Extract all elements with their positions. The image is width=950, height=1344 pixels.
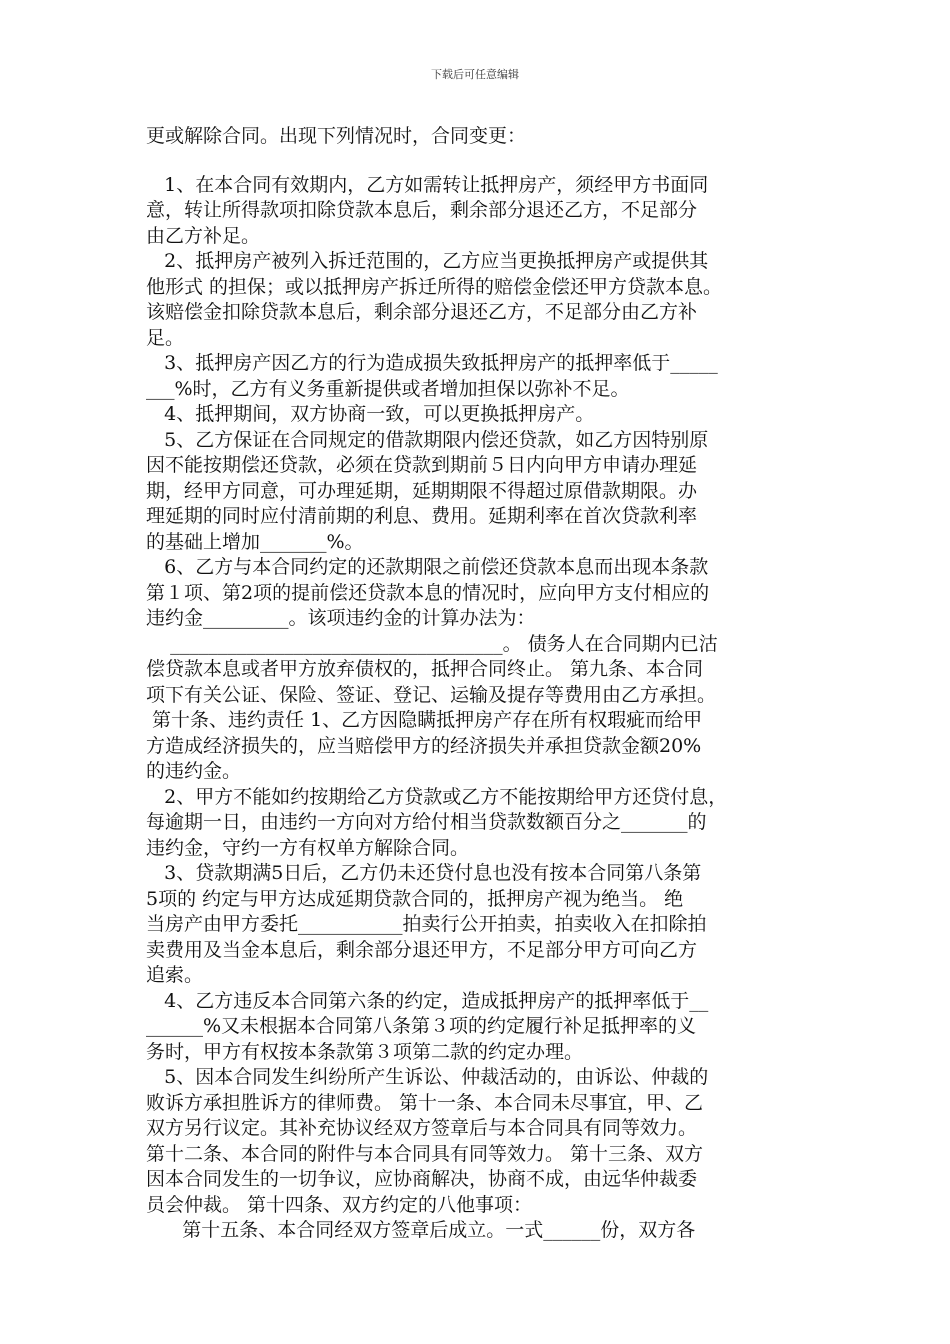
- text-line: 第十条、违约责任 1、乙方因隐瞒抵押房产存在所有权瑕疵而给甲: [146, 709, 703, 731]
- text-line: 2、甲方不能如约按期给乙方贷款或乙方不能按期给甲方还贷付息，: [146, 785, 728, 808]
- text-line: 方造成经济损失的，应当赔偿甲方的经济损失并承担贷款金额20%: [146, 734, 702, 757]
- text-line: ______%又未根据本合同第八条第３项的约定履行补足抵押率的义: [146, 1015, 697, 1037]
- text-line: 第十二条、本合同的附件与本合同具有同等效力。 第十三条、双方: [146, 1142, 704, 1165]
- page-header: 下载后可任意编辑: [431, 68, 519, 81]
- text-line: 更或解除合同。出现下列情况时，合同变更：: [146, 125, 527, 147]
- text-line: 务时，甲方有权按本条款第３项第二款的约定办理。: [146, 1040, 584, 1063]
- text-line: 期，经甲方同意，可办理延期，延期期限不得超过原借款期限。办: [146, 479, 698, 502]
- text-line: 由乙方补足。: [146, 224, 261, 247]
- text-line: 意，转让所得款项扣除贷款本息后，剩余部分退还乙方，不足部分: [146, 199, 698, 221]
- text-line: 追索。: [146, 964, 204, 986]
- text-line: 双方另行议定。其补充协议经双方签章后与本合同具有同等效力。: [146, 1117, 698, 1139]
- text-line: 第十五条、本合同经双方签章后成立。一式______份，双方各: [146, 1219, 696, 1241]
- text-line: 理延期的同时应付清前期的利息、费用。延期利率在首次贷款利率: [146, 505, 698, 527]
- text-line: 违约金，守约一方有权单方解除合同。: [146, 836, 470, 859]
- text-line: 的违约金。: [146, 760, 242, 782]
- text-line: 卖费用及当金本息后，剩余部分退还甲方，不足部分甲方可向乙方: [146, 938, 698, 961]
- text-line: 违约金_________。该项违约金的计算办法为：: [146, 607, 536, 629]
- contract-body: [146, 124, 814, 1244]
- text-line: 3、贷款期满5日后，乙方仍未还贷付息也没有按本合同第八条第: [146, 862, 702, 884]
- text-line: 偿贷款本息或者甲方放弃债权的，抵押合同终止。 第九条、本合同: [146, 658, 704, 680]
- text-line: 的基础上增加_______%。: [146, 530, 364, 553]
- text-line: ___________________________________。 债务人在合同期内已沽: [146, 632, 718, 655]
- text-line: 足。: [146, 326, 185, 349]
- text-line: ___%时，乙方有义务重新提供或者增加担保以弥补不足。: [146, 377, 630, 400]
- text-line: 该赔偿金扣除贷款本息后，剩余部分退还乙方，不足部分由乙方补: [146, 301, 698, 323]
- text-line: 他形式 的担保；或以抵押房产拆迁所得的赔偿金偿还甲方贷款本息。: [146, 275, 723, 298]
- text-line: 项下有关公证、保险、签证、登记、运输及提存等费用由乙方承担。: [146, 683, 717, 706]
- text-line: 6、乙方与本合同约定的还款期限之前偿还贷款本息而出现本条款: [146, 556, 709, 578]
- text-line: 5、因本合同发生纠纷所产生诉讼、仲裁活动的，由诉讼、仲裁的: [146, 1066, 709, 1088]
- text-line: 4、乙方违反本合同第六条的约定，造成抵押房产的抵押率低于__: [146, 989, 709, 1012]
- text-line: 因不能按期偿还贷款，必须在贷款到期前５日内向甲方申请办理延: [146, 454, 698, 476]
- text-line: 5、乙方保证在合同规定的借款期限内偿还贷款，如乙方因特别原: [146, 428, 709, 451]
- text-line: 员会仲裁。 第十四条、双方约定的八他事项：: [146, 1193, 533, 1216]
- text-line: 5项的 约定与甲方达成延期贷款合同的，抵押房产视为绝当。 绝: [146, 887, 684, 910]
- text-line: 3、抵押房产因乙方的行为造成损失致抵押房产的抵押率低于_____: [146, 352, 718, 374]
- text-line: 败诉方承担胜诉方的律师费。 第十一条、本合同未尽事宜，甲、乙: [146, 1091, 704, 1114]
- text-line: 第１项、第2项的提前偿还贷款本息的情况时，应向甲方支付相应的: [146, 581, 710, 604]
- text-line: 4、抵押期间，双方协商一致，可以更换抵押房产。: [146, 403, 595, 425]
- text-line: [146, 150, 814, 173]
- text-line: 每逾期一日，由违约一方向对方给付相当贷款数额百分之_______的: [146, 811, 707, 833]
- text-line: 2、抵押房产被列入拆迁范围的，乙方应当更换抵押房产或提供其: [146, 250, 709, 272]
- text-line: 因本合同发生的一切争议，应协商解决，协商不成，由远华仲裁委: [146, 1168, 698, 1190]
- text-line: 当房产由甲方委托___________拍卖行公开拍卖，拍卖收入在扣除拍: [146, 913, 707, 935]
- text-line: 1、在本合同有效期内，乙方如需转让抵押房产，须经甲方书面同: [146, 173, 709, 196]
